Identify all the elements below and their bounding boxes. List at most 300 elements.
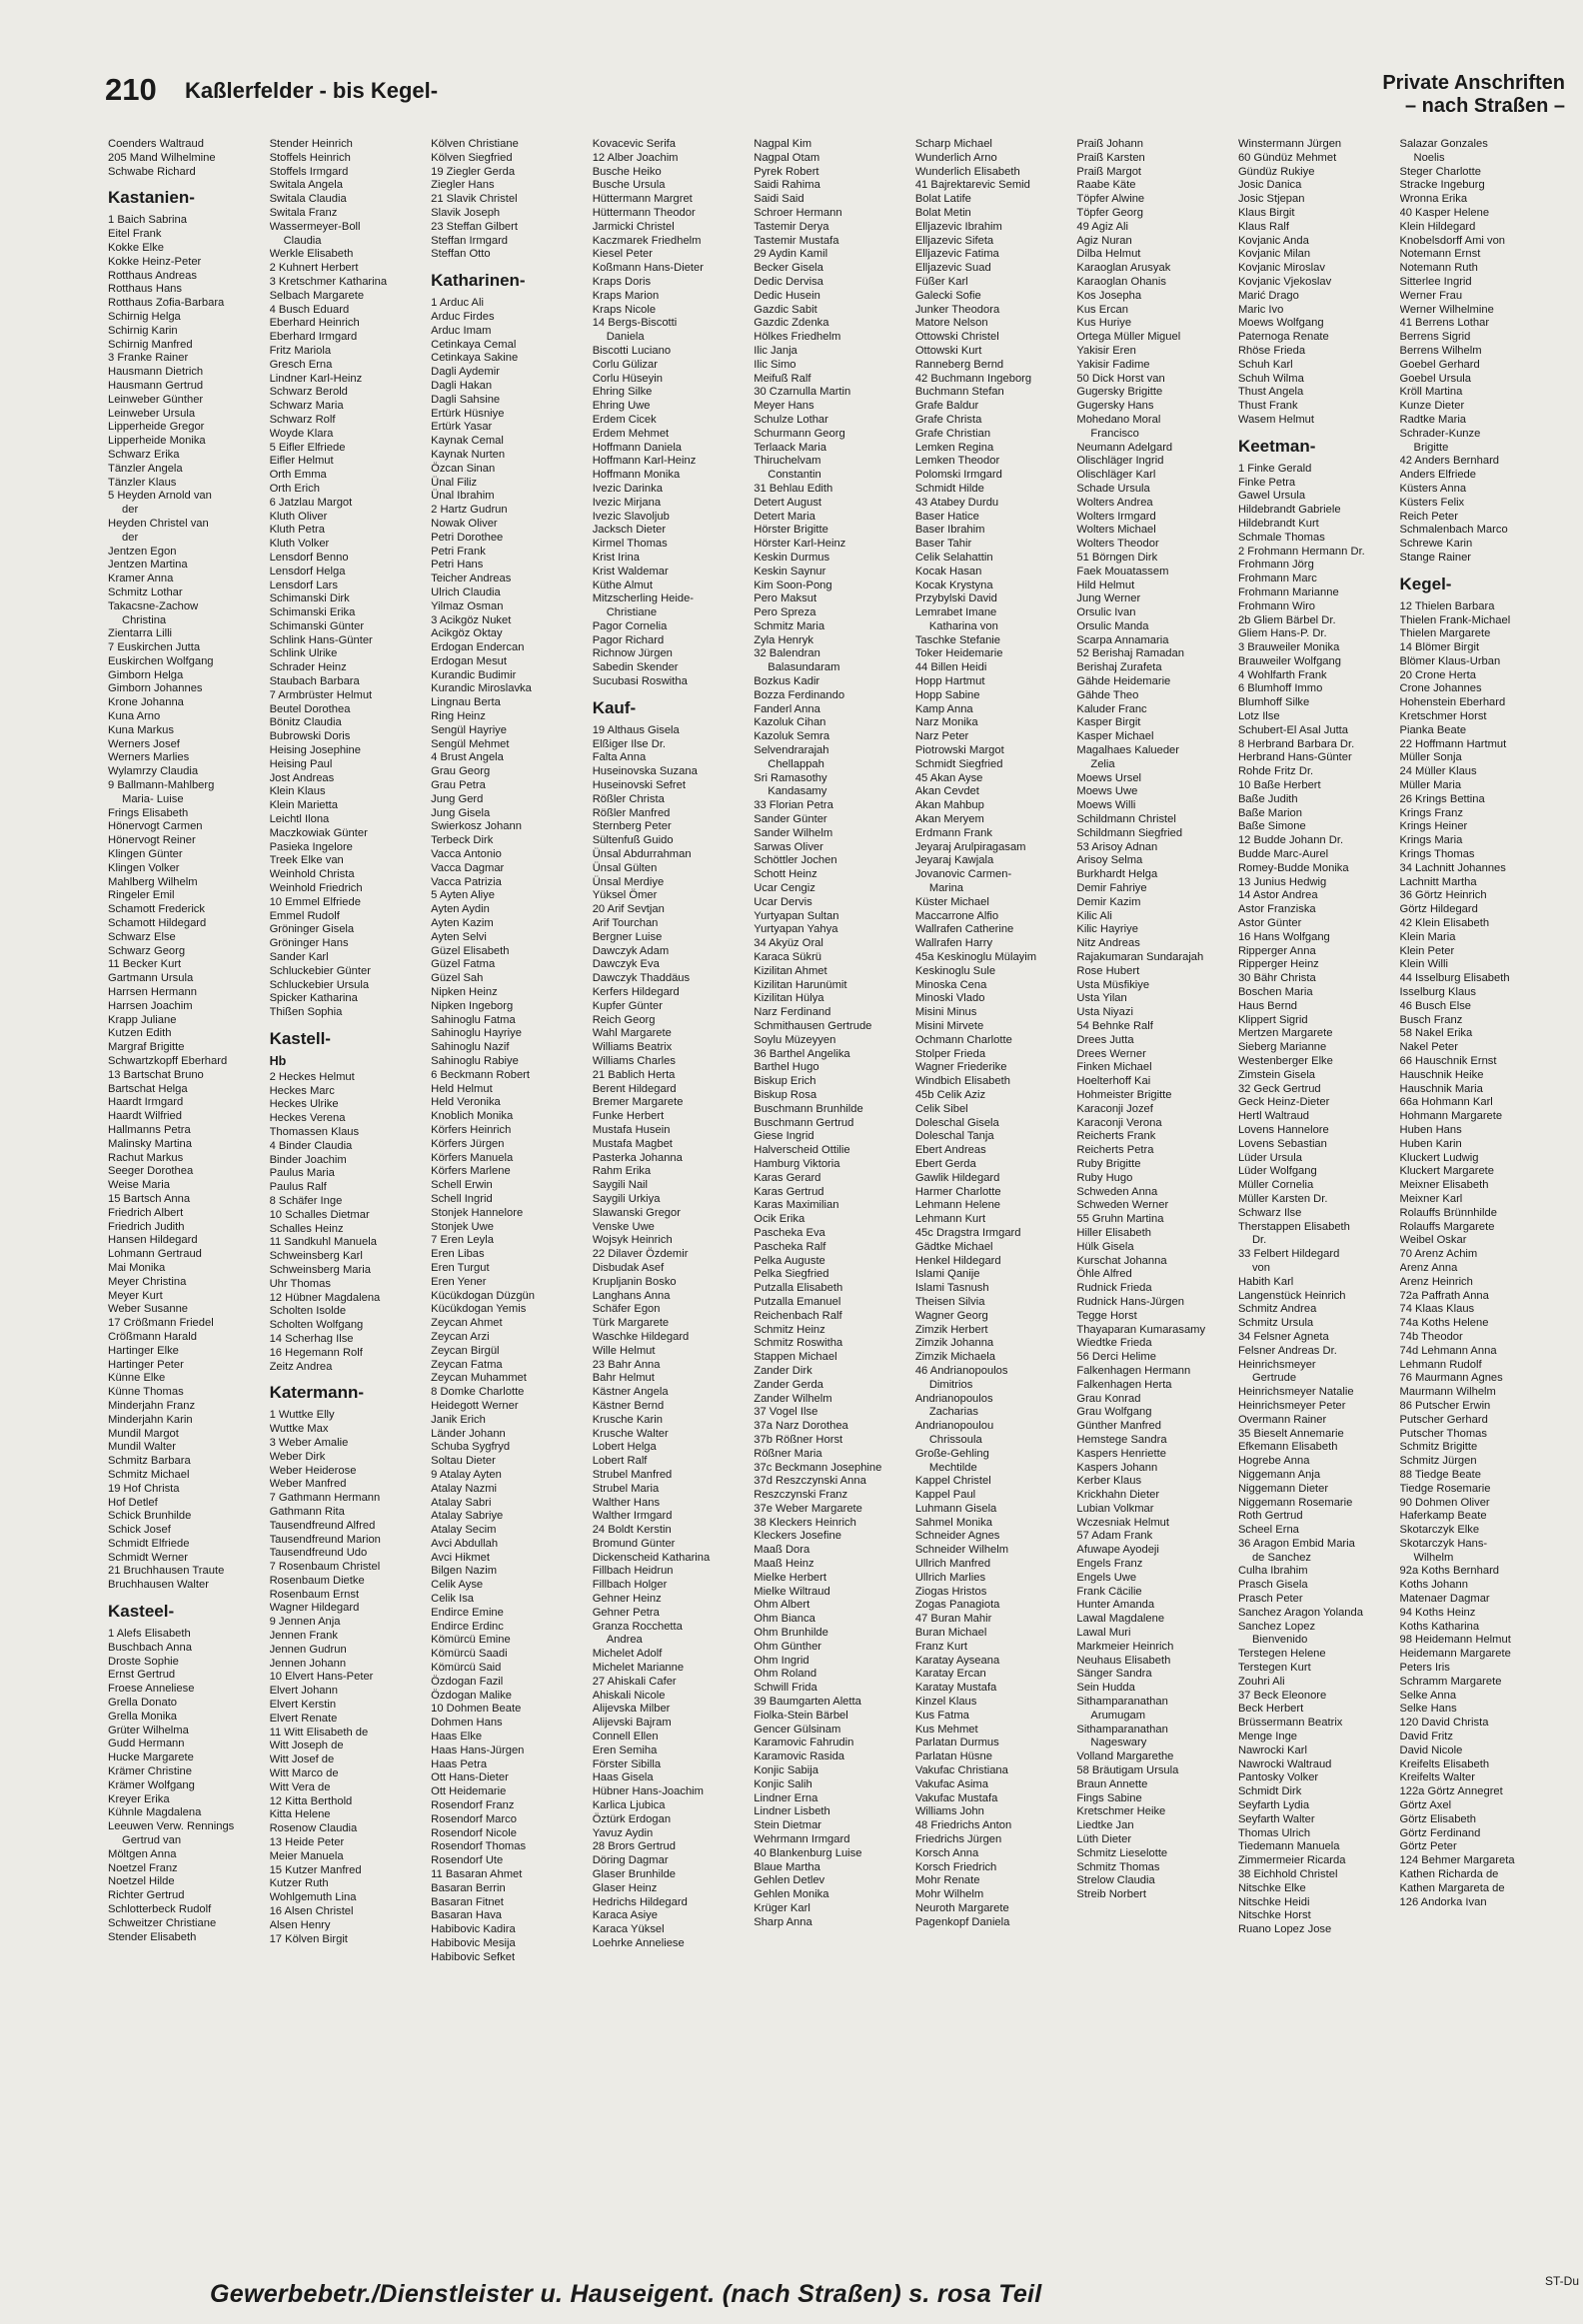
resident-entry: Hedrichs Hildegard (592, 1895, 688, 1908)
resident-entry: Stoffels Irmgard (269, 165, 349, 178)
resident-entry: Meifuß Ralf (754, 372, 811, 385)
resident-entry: Franz Kurt (914, 1640, 968, 1653)
resident-entry: Buran Michael (914, 1627, 987, 1640)
resident-entry: Brauweiler Wolfgang (1237, 654, 1341, 667)
resident-entry: Grau Petra (431, 779, 486, 792)
resident-entry: Schirnig Manfred (108, 338, 193, 351)
resident-entry: Grafe Christian (914, 427, 991, 440)
resident-entry: Weber Susanne (108, 1303, 189, 1316)
resident-entry: Kiesel Peter (592, 248, 654, 261)
resident-entry: 4 Busch Eduard (269, 303, 350, 316)
resident-entry: Schwartzkopff Eberhard (108, 1055, 228, 1067)
resident-entry: Ünsal Gülten (592, 861, 658, 874)
resident-entry: Stender Elisabeth (108, 1930, 197, 1943)
resident-entry: Vacca Antonio (431, 848, 502, 861)
resident-entry: Klaus Birgit (1237, 206, 1295, 219)
resident-entry: Bubrowski Doris (269, 730, 351, 743)
resident-entry: Wehrmann Irmgard (754, 1833, 850, 1846)
resident-entry: Sucubasi Roswitha (592, 675, 688, 688)
resident-entry: Sengül Mehmet (431, 737, 510, 750)
resident-entry: Pantosky Volker (1237, 1771, 1319, 1784)
resident-entry: 10 Schalles Dietmar (269, 1208, 370, 1221)
resident-entry: 51 Börngen Dirk (1076, 551, 1158, 564)
resident-entry: Gröninger Hans (269, 937, 349, 950)
resident-entry: Korsch Friedrich (914, 1860, 997, 1873)
resident-entry: Kutzer Ruth (269, 1877, 329, 1890)
resident-entry: Langenstück Heinrich (1237, 1289, 1346, 1302)
resident-entry: Rudnick Hans-Jürgen (1076, 1295, 1184, 1308)
resident-entry: Arisoy Selma (1076, 854, 1143, 867)
resident-entry: Elßiger Ilse Dr. (592, 737, 667, 750)
resident-entry: Strelow Claudia (1076, 1874, 1155, 1887)
resident-entry: 3 Kretschmer Katharina (269, 275, 388, 288)
resident-entry: Schöttler Jochen (754, 854, 837, 867)
resident-entry: Witt Marco de (269, 1767, 339, 1780)
resident-entry: Schäfer Egon (592, 1303, 661, 1316)
resident-entry: 8 Schäfer Inge (269, 1194, 343, 1207)
resident-entry: Schweden Anna (1076, 1185, 1158, 1198)
resident-entry: Grüter Wilhelma (108, 1724, 189, 1737)
resident-entry: Spicker Katharina (269, 992, 358, 1005)
resident-entry: Kurandic Budimir (431, 668, 517, 681)
resident-entry: Kreyer Erika (108, 1792, 170, 1805)
resident-entry: Yakisir Fadime (1076, 358, 1150, 371)
resident-entry: Raabe Käte (1076, 179, 1136, 192)
resident-entry: Geck Heinz-Dieter (1237, 1096, 1330, 1109)
resident-entry: Slawanski Gregor (592, 1206, 681, 1219)
resident-entry: Busche Heiko (592, 165, 662, 178)
resident-entry: Hiller Elisabeth (1076, 1226, 1151, 1239)
resident-entry: Rotthaus Zofia-Barbara (108, 297, 225, 310)
resident-entry: Gazdic Sabit (754, 303, 817, 316)
resident-entry: Görtz Axel (1399, 1799, 1452, 1812)
resident-entry: Heidegott Werner (431, 1399, 519, 1412)
resident-entry: Toker Heidemarie (914, 647, 1003, 660)
resident-entry: Leeuwen Verw. Rennings (108, 1820, 235, 1833)
resident-entry: Kunze Dieter (1399, 400, 1465, 413)
resident-entry: Terbeck Dirk (431, 834, 494, 847)
resident-entry: Ertürk Hüsniye (431, 407, 505, 420)
resident-entry: Scholten Wolfgang (269, 1319, 364, 1332)
resident-entry: Ochmann Charlotte (914, 1033, 1012, 1046)
resident-entry: Berrens Wilhelm (1399, 344, 1482, 357)
resident-entry: 3 Weber Amalie (269, 1436, 349, 1449)
resident-entry: Scheel Erna (1237, 1524, 1299, 1537)
resident-entry: Praiß Johann (1076, 138, 1143, 150)
resident-entry: Ucar Cengiz (754, 882, 815, 895)
resident-entry: 14 Astor Andrea (1237, 889, 1318, 902)
resident-entry: Ehring Uwe (592, 400, 651, 413)
resident-entry: Klein Willi (1399, 958, 1448, 971)
resident-entry: Jennen Johann (269, 1657, 347, 1670)
resident-entry: Reicherts Frank (1076, 1130, 1156, 1143)
resident-entry: Schmithausen Gertrude (754, 1020, 872, 1032)
resident-entry: Venske Uwe (592, 1220, 655, 1233)
resident-entry: Krapp Juliane (108, 1013, 177, 1026)
resident-entry: Strubel Maria (592, 1482, 660, 1495)
resident-entry: Kizilitan Ahmet (754, 964, 827, 977)
resident-entry: Steger Charlotte (1399, 165, 1481, 178)
resident-entry: Koths Katharina (1399, 1620, 1480, 1633)
resident-entry: 11 Basaran Ahmet (431, 1868, 523, 1881)
resident-entry: Rosendorf Franz (431, 1799, 515, 1812)
resident-entry: Lehmann Rudolf (1399, 1358, 1482, 1371)
resident-entry: Corlu Hüseyin (592, 372, 663, 385)
resident-entry: Buschbach Anna (108, 1641, 192, 1654)
resident-entry: Grella Donato (108, 1697, 178, 1710)
resident-entry: Lipperheide Gregor (108, 421, 205, 434)
resident-entry: Haas Gisela (592, 1771, 654, 1784)
resident-entry: Baße Simone (1237, 820, 1306, 833)
resident-entry: 19 Althaus Gisela (592, 723, 680, 736)
resident-entry: Ott Hans-Dieter (431, 1771, 509, 1784)
resident-entry: 1 Arduc Ali (431, 297, 484, 310)
resident-entry: Schade Ursula (1076, 482, 1150, 495)
resident-entry: Scharp Michael (914, 138, 992, 150)
resident-entry: 45a Keskinoglu Mülayim (914, 951, 1037, 964)
resident-entry: Strubel Manfred (592, 1468, 673, 1481)
resident-entry: Alsen Henry (269, 1918, 331, 1931)
resident-entry: Güzel Elisabeth (431, 944, 510, 957)
resident-entry: Kaspers Johann (1076, 1461, 1158, 1474)
resident-entry: Mundil Walter (108, 1441, 176, 1454)
resident-entry: Karamovic Rasida (754, 1750, 845, 1763)
resident-entry: 76 Maurmann Agnes (1399, 1372, 1503, 1385)
resident-entry: Kovjanic Miroslav (1237, 262, 1325, 275)
resident-entry: Schmale Thomas (1237, 531, 1325, 544)
resident-entry: Hopp Hartmut (914, 675, 985, 688)
resident-entry: Karatay Ayseana (914, 1654, 1000, 1667)
resident-entry: Ortega Müller Miguel (1076, 331, 1181, 344)
street-heading: Kastell- (269, 1029, 331, 1048)
resident-entry: Hucke Margarete (108, 1751, 194, 1764)
resident-entry: 120 David Christa (1399, 1717, 1489, 1730)
resident-entry: Lensdorf Helga (269, 565, 346, 578)
resident-entry: Brigitte (1413, 441, 1449, 454)
resident-entry: Haferkamp Beate (1399, 1510, 1487, 1523)
resident-entry: Harrsen Hermann (108, 986, 197, 999)
resident-entry: Wallrafen Harry (914, 937, 993, 950)
resident-entry: Eren Libas (431, 1248, 485, 1261)
resident-entry: Gündüz Rukiye (1237, 165, 1315, 178)
resident-entry: Töpfer Georg (1076, 206, 1143, 219)
resident-entry: 36 Görtz Heinrich (1399, 889, 1487, 902)
resident-entry: Rosendorf Ute (431, 1854, 504, 1867)
resident-entry: 54 Behnke Ralf (1076, 1020, 1153, 1032)
resident-entry: Staubach Barbara (269, 675, 360, 688)
resident-entry: Wolters Irmgard (1076, 510, 1156, 523)
resident-entry: Schweinsberg Maria (269, 1263, 371, 1276)
directory-column (754, 138, 911, 2258)
resident-entry: Cetinkaya Cemal (431, 338, 517, 351)
resident-entry: 11 Sandkuhl Manuela (269, 1236, 377, 1249)
resident-entry: 42 Klein Elisabeth (1399, 917, 1490, 930)
resident-entry: Zouhri Ali (1237, 1675, 1285, 1688)
resident-entry: Sternberg Peter (592, 820, 672, 833)
resident-entry: Paulus Ralf (269, 1181, 327, 1194)
resident-entry: Tänzler Angela (108, 462, 183, 475)
resident-entry: 36 Aragon Embid Maria (1237, 1537, 1355, 1550)
resident-entry: Hoffmann Daniela (592, 441, 683, 454)
resident-entry: Dagli Aydemir (431, 366, 500, 379)
resident-entry: Markmeier Heinrich (1076, 1640, 1174, 1653)
resident-entry: Pascheka Ralf (754, 1240, 826, 1253)
resident-entry: Friedrichs Jürgen (914, 1833, 1002, 1846)
resident-entry: 44 Isselburg Elisabeth (1399, 972, 1510, 985)
resident-entry: Nitschke Elke (1237, 1881, 1306, 1894)
resident-entry: 38 Eichhold Christel (1237, 1868, 1338, 1881)
resident-entry: Zacharias (928, 1406, 978, 1419)
resident-entry: Krusche Karin (592, 1413, 663, 1426)
resident-entry: Zimzik Michaela (914, 1351, 996, 1364)
resident-entry: Walther Hans (592, 1496, 661, 1509)
resident-entry: Paternoga Renate (1237, 331, 1329, 344)
resident-entry: Zyla Henryk (754, 633, 813, 646)
resident-entry: Ohm Günther (754, 1640, 822, 1653)
resident-entry: Doleschal Gisela (914, 1116, 999, 1129)
resident-entry: 7 Gathmann Hermann (269, 1492, 381, 1505)
resident-entry: Ziogas Hristos (914, 1585, 987, 1598)
resident-entry: Türk Margarete (592, 1317, 670, 1330)
resident-entry: Schmitz Barbara (108, 1455, 191, 1468)
resident-entry: Winstermann Jürgen (1237, 138, 1342, 150)
resident-entry: Kizilitan Hülya (754, 992, 824, 1005)
resident-entry: 94 Koths Heinz (1399, 1606, 1476, 1619)
resident-entry: 12 Alber Joachim (592, 151, 679, 164)
resident-entry: Schmitz Brigitte (1399, 1441, 1478, 1454)
resident-entry: Haas Elke (431, 1731, 483, 1743)
resident-entry: Hausmann Gertrud (108, 379, 204, 392)
resident-entry: Jentzen Martina (108, 559, 188, 572)
resident-entry: Kerber Klaus (1076, 1475, 1142, 1488)
resident-entry: Dagli Sahsine (431, 393, 501, 406)
resident-entry: Eitel Frank (108, 228, 162, 241)
resident-entry: 23 Bahr Anna (592, 1358, 661, 1371)
resident-entry: Baße Judith (1237, 792, 1298, 805)
page-header (105, 72, 1565, 132)
resident-entry: Klein Klaus (269, 785, 326, 798)
resident-entry: Hauschnik Maria (1399, 1082, 1483, 1095)
resident-entry: Yilmaz Osman (431, 599, 504, 612)
resident-entry: Kathen Richarda de (1399, 1868, 1499, 1881)
resident-entry: Gehlen Detlev (754, 1874, 825, 1887)
resident-entry: Westenberger Elke (1237, 1055, 1333, 1067)
resident-entry: Akan Mahbup (914, 799, 984, 812)
resident-entry: Schmitz Ursula (1237, 1317, 1314, 1330)
resident-entry: 37 Vogel Ilse (754, 1406, 818, 1419)
resident-entry: Füßer Karl (914, 275, 968, 288)
resident-entry: Meyer Hans (754, 400, 814, 413)
resident-entry: Ziegler Hans (431, 179, 495, 192)
resident-entry: Neuhaus Elisabeth (1076, 1654, 1171, 1667)
resident-entry: 19 Ziegler Gerda (431, 165, 516, 178)
resident-entry: Richter Gertrud (108, 1889, 185, 1902)
resident-entry: Notemann Ernst (1399, 248, 1481, 261)
resident-entry: Slavik Joseph (431, 206, 501, 219)
resident-entry: Ivezic Darinka (592, 482, 663, 495)
resident-entry: Habibovic Mesija (431, 1937, 516, 1949)
resident-entry: Wasem Helmut (1237, 413, 1314, 426)
resident-entry: Pero Spreza (754, 606, 816, 619)
resident-entry: Körfers Heinrich (431, 1123, 512, 1136)
resident-entry: Heising Paul (269, 757, 333, 770)
resident-entry: Rahm Erika (592, 1165, 652, 1178)
resident-entry: Bromund Günter (592, 1537, 676, 1550)
resident-entry: 92a Koths Bernhard (1399, 1565, 1500, 1578)
resident-entry: Schwarz Georg (108, 944, 186, 957)
resident-entry: Dimitrios (928, 1378, 973, 1391)
resident-entry: Lindner Erna (754, 1791, 818, 1804)
resident-entry: Eren Yener (431, 1275, 487, 1288)
resident-entry: Islami Tasnush (914, 1282, 989, 1295)
resident-entry: Ayten Selvi (431, 930, 487, 943)
resident-entry: Kluth Oliver (269, 510, 328, 523)
resident-entry: Kazoluk Cihan (754, 716, 826, 729)
resident-entry: 5 Ayten Aliye (431, 889, 495, 902)
resident-entry: 10 Elvert Hans-Peter (269, 1671, 374, 1684)
resident-entry: Ottowski Christel (914, 331, 999, 344)
resident-entry: Minderjahn Karin (108, 1413, 193, 1426)
street-heading: Kegel- (1399, 574, 1452, 593)
resident-entry: Heinrichsmeyer Natalie (1237, 1386, 1354, 1399)
resident-entry: Wunderlich Arno (914, 151, 997, 164)
resident-entry: Hartinger Peter (108, 1358, 184, 1371)
resident-entry: 86 Putscher Erwin (1399, 1399, 1491, 1412)
resident-entry: 49 Agiz Ali (1076, 220, 1128, 233)
resident-entry: Jost Andreas (269, 771, 335, 784)
resident-entry: Krings Heiner (1399, 820, 1468, 833)
resident-entry: Schuh Karl (1237, 358, 1293, 371)
page-title: Kaßlerfelder - bis Kegel- (185, 78, 439, 103)
resident-entry: Schweinsberg Karl (269, 1250, 363, 1263)
resident-entry: 74d Lehmann Anna (1399, 1344, 1497, 1357)
resident-entry: Reicherts Petra (1076, 1144, 1154, 1157)
resident-entry: Hertl Waltraud (1237, 1110, 1310, 1123)
resident-entry: Sengül Hayriye (431, 723, 507, 736)
resident-entry: Schluckebier Ursula (269, 978, 370, 991)
resident-entry: Przybylski David (914, 592, 997, 605)
resident-entry: Kreifelts Walter (1399, 1771, 1475, 1784)
resident-entry: Bolat Latife (914, 193, 971, 206)
resident-entry: Funke Herbert (592, 1110, 665, 1123)
resident-entry: 42 Anders Bernhard (1399, 455, 1500, 468)
resident-entry: Rößler Manfred (592, 806, 671, 819)
resident-entry: Faek Mouatassem (1076, 565, 1169, 578)
resident-entry: David Nicole (1399, 1743, 1463, 1756)
resident-entry: Galecki Sofie (914, 289, 981, 302)
resident-entry: 40 Blankenburg Luise (754, 1846, 862, 1859)
resident-entry: Werner Frau (1399, 289, 1463, 302)
resident-entry: Falkenhagen Herta (1076, 1378, 1172, 1391)
resident-entry: Wojsyk Heinrich (592, 1234, 673, 1247)
resident-entry: 3 Franke Rainer (108, 352, 189, 365)
resident-entry: Sanchez Aragon Yolanda (1237, 1606, 1363, 1619)
resident-entry: Selbach Margarete (269, 289, 365, 302)
resident-entry: Ocik Erika (754, 1213, 805, 1226)
resident-entry: Harrsen Joachim (108, 999, 193, 1012)
resident-entry: 8 Herbrand Barbara Dr. (1237, 737, 1355, 750)
resident-entry: Klingen Volker (108, 861, 180, 874)
resident-entry: Eifler Helmut (269, 455, 334, 468)
resident-entry: 13 Heide Peter (269, 1836, 345, 1849)
resident-entry: Witt Joseph de (269, 1740, 344, 1752)
resident-entry: 41 Bajrektarevic Semid (914, 179, 1030, 192)
resident-entry: Kasper Birgit (1076, 716, 1141, 729)
resident-entry: Ehring Silke (592, 386, 653, 399)
resident-entry: Droste Sophie (108, 1655, 179, 1668)
resident-entry: Schmalenbach Marco (1399, 524, 1508, 537)
resident-entry: Gertrud van (122, 1834, 182, 1847)
resident-entry: Werkle Elisabeth (269, 248, 354, 261)
resident-entry: Dedic Husein (754, 289, 820, 302)
resident-entry: Zogas Panagiota (914, 1599, 1000, 1612)
resident-entry: Kilic Hayriye (1076, 923, 1138, 936)
resident-entry: Efkemann Elisabeth (1237, 1441, 1338, 1454)
resident-entry: Rosenbaum Ernst (269, 1588, 360, 1601)
resident-entry: Pelka Auguste (754, 1254, 825, 1267)
resident-entry: Kästner Angela (592, 1386, 669, 1399)
resident-entry: 33 Felbert Hildegard (1237, 1248, 1340, 1261)
resident-entry: Wczesniak Helmut (1076, 1516, 1170, 1529)
resident-entry: Weise Maria (108, 1179, 170, 1192)
resident-entry: Gimborn Johannes (108, 682, 203, 695)
resident-entry: Lindner Lisbeth (754, 1805, 830, 1818)
directory-column (593, 138, 751, 2258)
resident-entry: Hartinger Elke (108, 1344, 179, 1357)
resident-entry: Sander Wilhelm (754, 826, 833, 839)
resident-entry: 34 Akyüz Oral (754, 937, 823, 950)
resident-entry: Thiruchelvam (754, 455, 821, 468)
resident-entry: Grau Wolfgang (1076, 1406, 1152, 1419)
resident-entry: 58 Nakel Erika (1399, 1027, 1473, 1040)
resident-entry: Jennen Frank (269, 1630, 338, 1643)
resident-entry: Burkhardt Helga (1076, 868, 1158, 881)
resident-entry: Zander Wilhelm (754, 1392, 832, 1405)
resident-entry: Terlaack Maria (754, 441, 826, 454)
street-heading: Kauf- (592, 697, 637, 717)
resident-entry: Sithamparanathan (1076, 1696, 1168, 1709)
resident-entry: Schirnig Helga (108, 310, 181, 323)
resident-entry: Pasieka Ingelore (269, 840, 353, 853)
resident-entry: Gencer Gülsinam (754, 1723, 841, 1736)
resident-entry: Beck Herbert (1237, 1703, 1304, 1716)
resident-entry: Streib Norbert (1076, 1888, 1147, 1901)
resident-entry: Frohmann Marianne (1237, 585, 1339, 598)
resident-entry: Gädtke Michael (914, 1240, 993, 1253)
resident-entry: Werners Marlies (108, 751, 190, 764)
resident-entry: Uhr Thomas (269, 1277, 331, 1290)
resident-entry: Karaoglan Arusyak (1076, 262, 1171, 275)
resident-entry: Liedtke Jan (1076, 1819, 1134, 1832)
resident-entry: Schmidt Hilde (914, 482, 984, 495)
directory-column (431, 138, 589, 2258)
resident-entry: Fiolka-Stein Bärbel (754, 1709, 848, 1722)
resident-entry: Karas Gertrud (754, 1185, 824, 1198)
resident-entry: Hildebrandt Gabriele (1237, 504, 1341, 517)
resident-entry: Berent Hildegard (592, 1082, 677, 1095)
resident-entry: Niggemann Dieter (1237, 1482, 1329, 1495)
resident-entry: Kraps Marion (592, 289, 660, 302)
resident-entry: Hüttermann Margret (592, 193, 693, 206)
resident-entry: Froese Anneliese (108, 1683, 195, 1696)
resident-entry: Weber Heiderose (269, 1464, 357, 1477)
resident-entry: Tausendfreund Alfred (269, 1519, 376, 1532)
resident-entry: der (122, 531, 139, 544)
resident-entry: Volland Margarethe (1076, 1750, 1174, 1763)
resident-entry: Klein Maria (1399, 930, 1456, 943)
resident-entry: Mundil Margot (108, 1427, 179, 1440)
resident-entry: 2 Frohmann Hermann Dr. (1237, 545, 1365, 558)
